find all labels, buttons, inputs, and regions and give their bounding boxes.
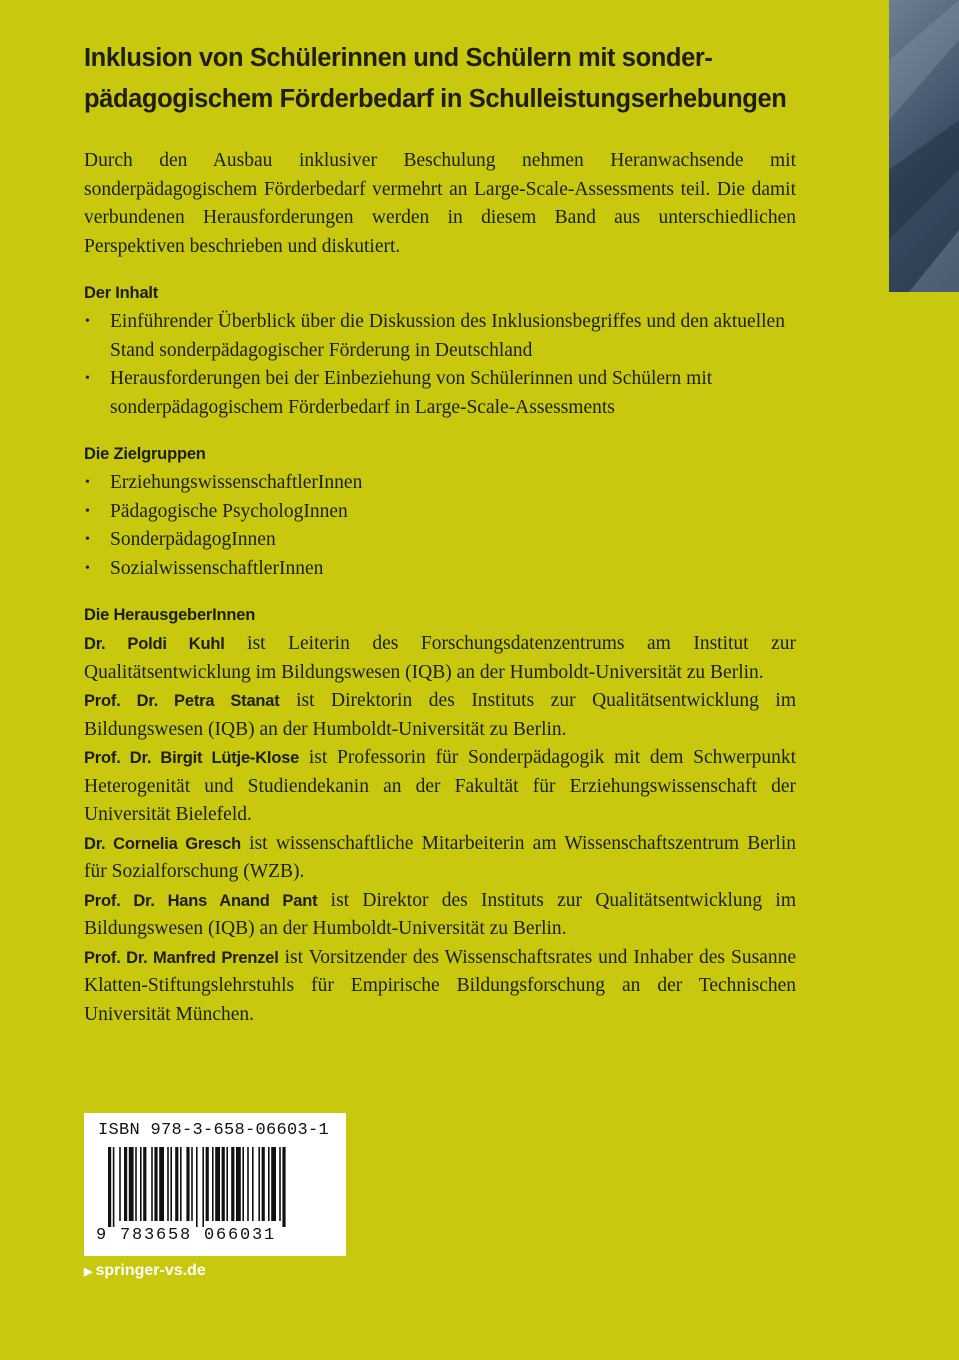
barcode-bar (167, 1147, 169, 1221)
website-text: springer-vs.de (95, 1262, 206, 1279)
barcode-bar (268, 1147, 270, 1221)
barcode-bar (206, 1147, 209, 1221)
section-heading-zielgruppen: Die Zielgruppen (84, 445, 206, 463)
barcode-bar (271, 1147, 276, 1221)
editor-name: Prof. Dr. Birgit Lütje-Klose (84, 749, 300, 767)
cover-corner-graphic (889, 0, 959, 292)
barcode-bar (242, 1147, 244, 1221)
isbn-barcode-box (84, 1113, 346, 1256)
barcode-bar (196, 1147, 198, 1227)
bullet-icon: • (85, 314, 90, 329)
editor-name: Dr. Poldi Kuhl (84, 635, 225, 653)
editor-bio-text: ist Professorin für Sonderpädagogik mit dem Schwerpunkt Heterogenität und Studiendekanin an der Fakultät für Erziehungswissenschaft der Universität Bielefeld. (84, 747, 797, 825)
list-item-text: Herausforderungen bei der Einbeziehung von Schülerinnen und Schülern mit sonderpädagogischem Förderbedarf in Large-Scale-Assessments (110, 368, 713, 418)
editor-bio-text: ist wissenschaftliche Mitarbeiterin am Wissenschaftszentrum Berlin für Sozialforschung (WZB). (84, 832, 796, 882)
barcode-bar (282, 1147, 285, 1227)
barcode-bar (180, 1147, 182, 1221)
editor-bio (84, 630, 796, 687)
list-item (84, 469, 796, 498)
editor-bio-text: ist Leiterin des Forschungsdatenzentrums am Institut zur Qualitätsentwicklung im Bildungswesen (IQB) an der Humboldt-Universität zu Berlin. (84, 633, 796, 683)
editor-name: Prof. Dr. Petra Stanat (84, 692, 280, 710)
barcode-bar (236, 1147, 241, 1221)
barcode-bar (175, 1147, 178, 1221)
barcode-bar (159, 1147, 164, 1221)
bullet-icon: • (85, 560, 90, 576)
editor-bio (84, 944, 796, 1030)
barcode-bar (129, 1147, 134, 1221)
bullet-icon: • (85, 503, 90, 519)
barcode-bar (119, 1147, 121, 1221)
list-item (84, 308, 796, 365)
book-title (84, 38, 796, 120)
list-item-text: SonderpädagogInnen (110, 529, 276, 550)
isbn-label: ISBN 978-3-658-06603-1 (98, 1121, 330, 1140)
barcode-bar (186, 1147, 189, 1221)
barcode-bar (170, 1147, 172, 1221)
editor-name: Dr. Cornelia Gresch (84, 834, 241, 853)
barcode-bar (222, 1147, 225, 1221)
barcode-bar (140, 1147, 142, 1221)
barcode-digits: 9 783658 066031 (96, 1226, 277, 1245)
list-item (84, 365, 796, 422)
barcode-bar (279, 1147, 281, 1221)
barcode-bar (151, 1147, 153, 1221)
bullet-icon: • (85, 532, 90, 547)
editor-bio-text: ist Direktor des Instituts zur Qualitätsentwicklung im Bildungswesen (IQB) an der Humboldt-Universität zu Berlin. (84, 889, 796, 939)
barcode-bar (215, 1147, 220, 1221)
barcode-bar (135, 1147, 137, 1221)
list-item (84, 498, 796, 527)
corner-stripes (889, 0, 959, 292)
barcode-bar (247, 1147, 249, 1221)
editor-bio (84, 687, 796, 744)
inhalt-list (84, 308, 796, 422)
list-item-text: SozialwissenschaftlerInnen (110, 557, 324, 579)
section-heading-herausgeber: Die HerausgeberInnen (84, 606, 256, 624)
list-item-text: ErziehungswissenschaftlerInnen (110, 472, 363, 493)
publisher-website-link[interactable] (84, 1262, 206, 1280)
editor-name: Prof. Dr. Manfred Prenzel (84, 948, 279, 967)
barcode-bar (231, 1147, 234, 1221)
barcode-bar (202, 1147, 204, 1227)
barcode-bar (262, 1147, 265, 1221)
list-item-text: Pädagogische PsychologInnen (110, 500, 348, 522)
triangle-right-icon: ▶ (84, 1266, 93, 1278)
barcode-image (84, 1147, 346, 1227)
barcode-bar (258, 1147, 260, 1221)
title-line-2: pädagogischem Förderbedarf in Schulleistungserhebungen (84, 85, 787, 113)
bullet-icon: • (85, 475, 90, 490)
section-heading-inhalt: Der Inhalt (84, 284, 159, 302)
editor-bio (84, 887, 796, 944)
barcode-bar (143, 1147, 146, 1221)
intro-paragraph: Durch den Ausbau inklusiver Beschulung nehmen Heranwachsende mit sonderpädagogischem Förderbedarf vermehrt an Large-Scale-Assessments teil. Die damit verbundenen Herausforderungen werden in diesem Band aus unterschiedlichen Perspektiven beschrieben und diskutiert. (84, 150, 796, 257)
editor-bio-text: ist Direktorin des Instituts zur Qualitätsentwicklung im Bildungswesen (IQB) an der Humboldt-Universität zu Berlin. (84, 690, 796, 740)
barcode-bar (226, 1147, 228, 1221)
barcode-bar (108, 1147, 111, 1227)
editor-bio (84, 830, 796, 887)
barcode-bar (113, 1147, 115, 1227)
editor-bio (84, 744, 796, 830)
barcode-bar (212, 1147, 214, 1221)
bullet-icon: • (85, 371, 90, 386)
list-item (84, 555, 796, 584)
zielgruppen-list (84, 469, 796, 583)
back-cover-content (84, 38, 796, 1029)
barcode-bar (154, 1147, 157, 1221)
title-line-1: Inklusion von Schülerinnen und Schülern mit sonder- (84, 44, 713, 72)
list-item (84, 526, 796, 555)
list-item-text: Einführender Überblick über die Diskussion des Inklusionsbegriffes und den aktuellen Stand sonderpädagogischer Förderung in Deutschland (110, 311, 785, 361)
editor-name: Prof. Dr. Hans Anand Pant (84, 891, 318, 910)
barcode-bar (124, 1147, 127, 1221)
barcode-bar (191, 1147, 193, 1221)
barcode-bar (252, 1147, 254, 1221)
editor-bio-text: ist Vorsitzender des Wissenschaftsrates und Inhaber des Susanne Klatten-Stiftungslehrstuhls für Empirische Bildungsforschung an der Technischen Universität München. (84, 946, 796, 1025)
